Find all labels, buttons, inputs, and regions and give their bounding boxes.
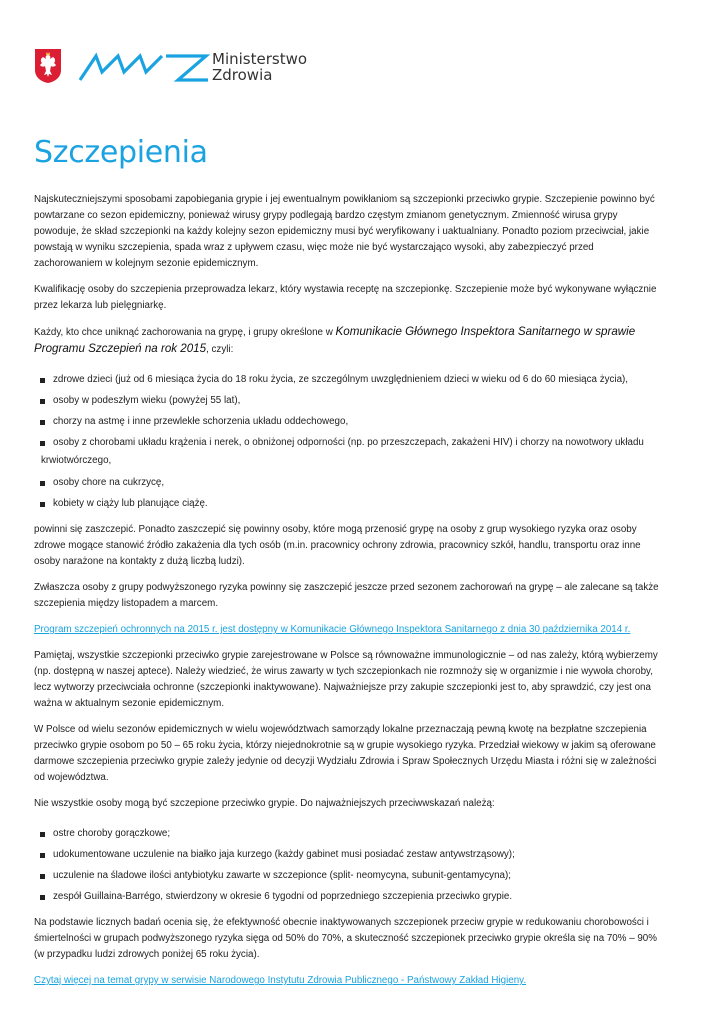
groups-text-end: , czyli: <box>206 344 234 355</box>
list-item: osoby chore na cukrzycę, <box>34 475 660 491</box>
site-header <box>34 48 334 88</box>
bullet-icon <box>40 832 45 837</box>
polish-eagle-emblem-icon[interactable] <box>34 48 62 84</box>
brand-name <box>212 51 307 83</box>
risk-groups-list <box>34 372 660 512</box>
list-item: zespół Guillaina-Barrégo, stwierdzony w okresie 6 tygodni od poprzedniego szczepienia przeciwko grypie. <box>34 889 660 905</box>
bullet-icon <box>40 420 45 425</box>
paragraph-remember: Pamiętaj, wszystkie szczepionki przeciwko grypie zarejestrowane w Polsce są równoważne immunologicznie – od nas zależy, którą wybierzemy (np. dostępną w naszej aptece). Należy wiedzieć, że wirus zawarty w tych szczepionkach nie rozmnoży się w organizmie i nie wywoła choroby, lecz wytworzy przeciwciała ochronne (szczepionki inaktywowane). Najważniejsze przy zakupie szczepionki jest to, aby sprawdzić, czy jest ona ważna w aktualnym sezonie epidemicznym. <box>34 650 658 709</box>
article-content <box>34 136 660 999</box>
bullet-icon <box>40 399 45 404</box>
paragraph-local-programs: W Polsce od wielu sezonów epidemicznych w wielu województwach samorządy lokalne przeznaczają pewną kwotę na bezpłatne szczepienia przeciwko grypie osobom po 50 – 65 roku życia, którzy niejednokrotnie są w grupie wysokiego ryzyka. Przedział wiekowy w jakim są oferowane darmowe szczepienia przeciwko grypie zależy jedynie od decyzji Wydziału Zdrowia i Spraw Społecznych Urzędu Miasta i różni się w zależności od województwa. <box>34 724 657 783</box>
bullet-icon <box>40 502 45 507</box>
contraindications-list <box>34 826 660 905</box>
list-item: uczulenie na śladowe ilości antybiotyku zawarte w szczepionce (split- neomycyna, subunit-gentamycyna); <box>34 868 660 884</box>
paragraph-qualification: Kwalifikację osoby do szczepienia przeprowadza lekarz, który wystawia receptę na szczepionkę. Szczepienie może być wykonywane wyłącznie przez lekarza lub pielęgniarkę. <box>34 284 657 311</box>
bullet-icon <box>40 874 45 879</box>
bullet-icon <box>40 853 45 858</box>
list-item: zdrowe dzieci (już od 6 miesiąca życia do 18 roku życia, ze szczególnym uwzględnieniem dzieci w wieku od 6 do 60 miesiąca życia), <box>34 372 660 388</box>
brand-line-1: Ministerstwo <box>212 50 308 68</box>
link-paragraph-more <box>34 973 660 989</box>
bullet-icon <box>40 378 45 383</box>
vaccination-program-link[interactable]: Program szczepień ochronnych na 2015 r. jest dostępny w Komunikacie Głównego Inspektora Sanitarnego z dnia 30 października 2014 r. <box>34 624 631 635</box>
bullet-icon <box>40 895 45 900</box>
bullet-icon <box>40 441 45 446</box>
ministry-of-health-logo-icon[interactable] <box>78 52 210 82</box>
bullet-icon <box>40 481 45 486</box>
paragraph-effectiveness: Na podstawie licznych badań ocenia się, że efektywność obecnie inaktywowanych szczepionek przeciw grypie w redukowaniu chorobowości i śmiertelności w grupach podwyższonego ryzyka sięga od 50% do 70%, a skuteczność szczepionek przeciwko grypie określa się na 70% – 90% (w przypadku ludzi zdrowych poniżej 65 roku życia). <box>34 917 657 960</box>
list-item: chorzy na astmę i inne przewlekłe schorzenia układu oddechowego, <box>34 414 660 430</box>
list-item: udokumentowane uczulenie na białko jaja kurzego (każdy gabinet musi posiadać zestaw antywstrząsowy); <box>34 847 660 863</box>
paragraph-timing: Zwłaszcza osoby z grupy podwyższonego ryzyka powinny się zaszczepić jeszcze przed sezonem zachorowań na grypę – ale zalecane są także szczepienia między listopadem a marcem. <box>34 582 659 609</box>
read-more-nizp-link[interactable]: Czytaj więcej na temat grypy w serwisie Narodowego Instytutu Zdrowia Publicznego - Państwowy Zakład Higieny. <box>34 975 527 986</box>
brand-line-2: Zdrowia <box>212 66 273 84</box>
link-paragraph-program <box>34 622 660 638</box>
gis-communique-title: Komunikacie Głównego Inspektora Sanitarnego w sprawie Programu Szczepień na rok 2015 <box>34 325 636 355</box>
paragraph-contraindications-intro: Nie wszystkie osoby mogą być szczepione przeciwko grypie. Do najważniejszych przeciwwskazań należą: <box>34 798 495 809</box>
groups-text-start: Każdy, kto chce uniknąć zachorowania na grypę, i grupy określone w <box>34 327 336 338</box>
list-item: kobiety w ciąży lub planujące ciążę. <box>34 496 660 512</box>
list-item: ostre choroby gorączkowe; <box>34 826 660 842</box>
paragraph-intro: Najskuteczniejszymi sposobami zapobiegania grypie i jej ewentualnym powikłaniom są szczepionki przeciwko grypie. Szczepienie powinno być powtarzane co sezon epidemiczny, ponieważ wirusy grypy podlegają bardzo częstym zmianom genetycznym. Zmienność wirusa grypy powoduje, że skład szczepionki na każdy kolejny sezon epidemiczny musi być weryfikowany i uaktualniany. Ponadto poziom przeciwciał, jakie powstają w wyniku szczepienia, spada wraz z upływem czasu, więc może nie być wystarczająco wysoki, aby zabezpieczyć przed zachorowaniem w kolejnym sezonie epidemicznym. <box>34 194 655 269</box>
list-item: osoby w podeszłym wieku (powyżej 55 lat), <box>34 393 660 409</box>
page-title: Szczepienia <box>34 135 208 170</box>
paragraph-who-should: powinni się zaszczepić. Ponadto zaszczepić się powinny osoby, które mogą przenosić grypę na osoby z grup wysokiego ryzyka oraz osoby zdrowe mogące stanowić źródło zakażenia dla tych osób (m.in. pracownicy ochrony zdrowia, pracownicy szkół, handlu, transportu oraz inne osoby narażone na kontakty z dużą liczbą ludzi). <box>34 524 641 567</box>
list-item: osoby z chorobami układu krążenia i nerek, o obniżonej odporności (np. po przeszczepach, zakażeni HIV) i chorzy na nowotwory układu krwiotwórczego, <box>41 437 644 466</box>
paragraph-groups <box>34 324 660 358</box>
